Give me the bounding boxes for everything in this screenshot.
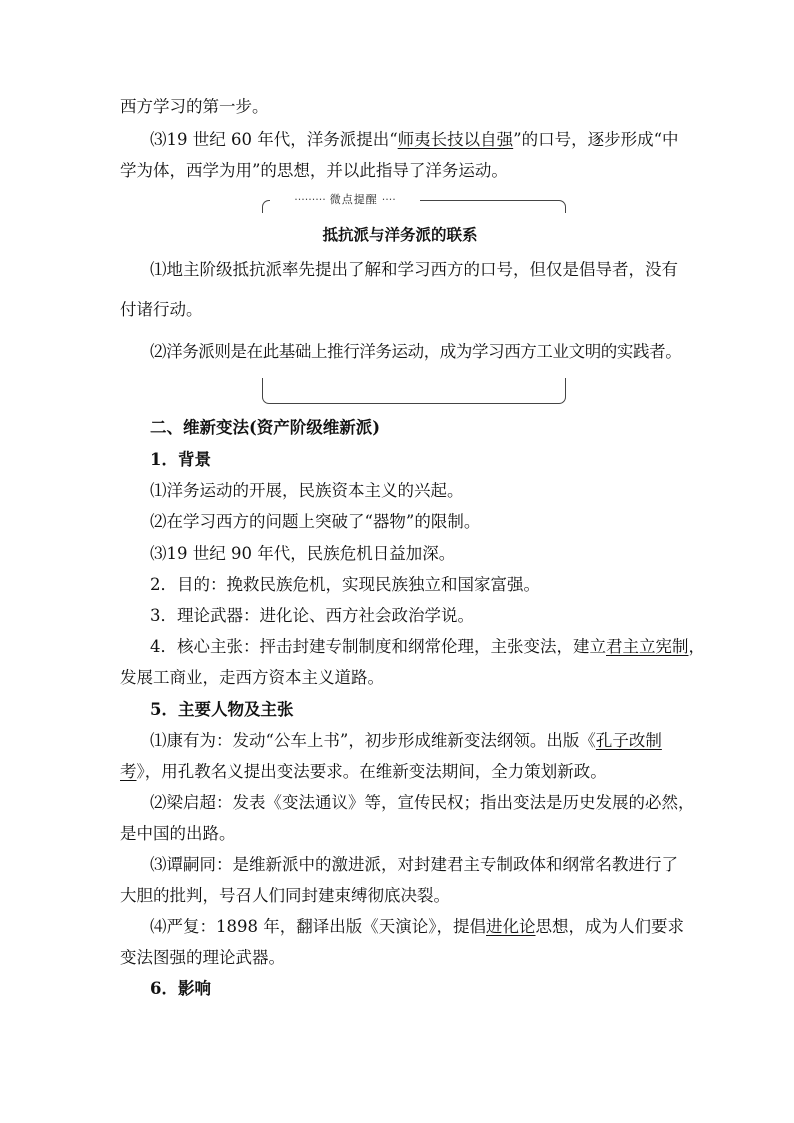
tip-tag-label: 微点提醒: [329, 193, 378, 206]
core-line2: 发展工商业，走西方资本主义道路。: [120, 668, 384, 687]
tip-item2: ⑵洋务派则是在此基础上推行洋务运动，成为学习西方工业文明的实践者。: [150, 342, 682, 361]
core-line1: [150, 636, 710, 658]
text-run: 4．核心主张：抨击封建专制制度和纲常伦理，主张变法，建立: [150, 637, 606, 656]
section-heading: 二、维新变法(资产阶级维新派): [150, 418, 381, 437]
paragraph-slogan-line1: [150, 129, 710, 151]
subheading-people: 5．主要人物及主张: [150, 700, 294, 719]
yan-line2: 变法图强的理论武器。: [120, 948, 285, 967]
text-run: ⑶19 世纪 60 年代，洋务派提出“: [150, 130, 398, 149]
background-item-3: ⑶19 世纪 90 年代，民族危机日益加深。: [150, 544, 456, 563]
liang-line1: ⑵梁启超：发表《变法通议》等，宣传民权；指出变法是历史发展的必然，: [150, 793, 695, 812]
tip-tag: [270, 192, 420, 208]
subheading-impact: 6．影响: [150, 979, 211, 998]
kang-line2: [120, 761, 680, 783]
tip-item1-line1: ⑴地主阶级抵抗派率先提出了解和学习西方的口号，但仅是倡导者，没有: [150, 260, 678, 279]
paragraph-continuation: 西方学习的第一步。: [120, 97, 269, 116]
text-run: ，: [688, 637, 705, 656]
underlined-term: 师夷长技以自强: [397, 130, 514, 149]
yan-line1: [150, 916, 710, 938]
underlined-term: 孔子改制: [595, 731, 662, 750]
subheading-background: 1．背景: [150, 450, 211, 469]
theory-line: 3．理论武器：进化论、西方社会政治学说。: [150, 606, 474, 625]
dotted-divider-right: ····: [381, 193, 396, 206]
dotted-divider-left: ·········: [294, 193, 326, 206]
text-run: 》，用孔教名义提出变法要求。在维新变法期间，全力策划新政。: [136, 762, 607, 781]
text-run: ”的口号，逐步形成“中: [513, 130, 679, 149]
kang-line1: [150, 730, 710, 752]
text-run: ⑷严复：1898 年，翻译出版《天演论》，提倡: [150, 917, 486, 936]
text-run: 思想，成为人们要求: [535, 917, 684, 936]
liang-line2: 是中国的出路。: [120, 824, 236, 843]
text-run: ⑴康有为：发动“公车上书”，初步形成维新变法纲领。出版《: [150, 731, 596, 750]
tip-item1-line2: 付诸行动。: [120, 300, 203, 319]
background-item-2: ⑵在学习西方的问题上突破了“器物”的限制。: [150, 512, 481, 531]
goal-line: 2．目的：挽救民族危机，实现民族独立和国家富强。: [150, 575, 540, 594]
tan-line2: 大胆的批判，号召人们同封建束缚彻底决裂。: [120, 886, 450, 905]
underlined-term: 君主立宪制: [606, 637, 689, 656]
underlined-term: 进化论: [486, 917, 536, 936]
background-item-1: ⑴洋务运动的开展，民族资本主义的兴起。: [150, 481, 464, 500]
tan-line1: ⑶谭嗣同：是维新派中的激进派，对封建君主专制政体和纲常名教进行了: [150, 855, 678, 874]
tip-box-bottom-border: [262, 378, 566, 404]
paragraph-slogan-line2: 学为体，西学为用”的思想，并以此指导了洋务运动。: [120, 161, 508, 180]
underlined-term: 考: [120, 762, 137, 781]
tip-title: 抵抗派与洋务派的联系: [322, 225, 478, 244]
